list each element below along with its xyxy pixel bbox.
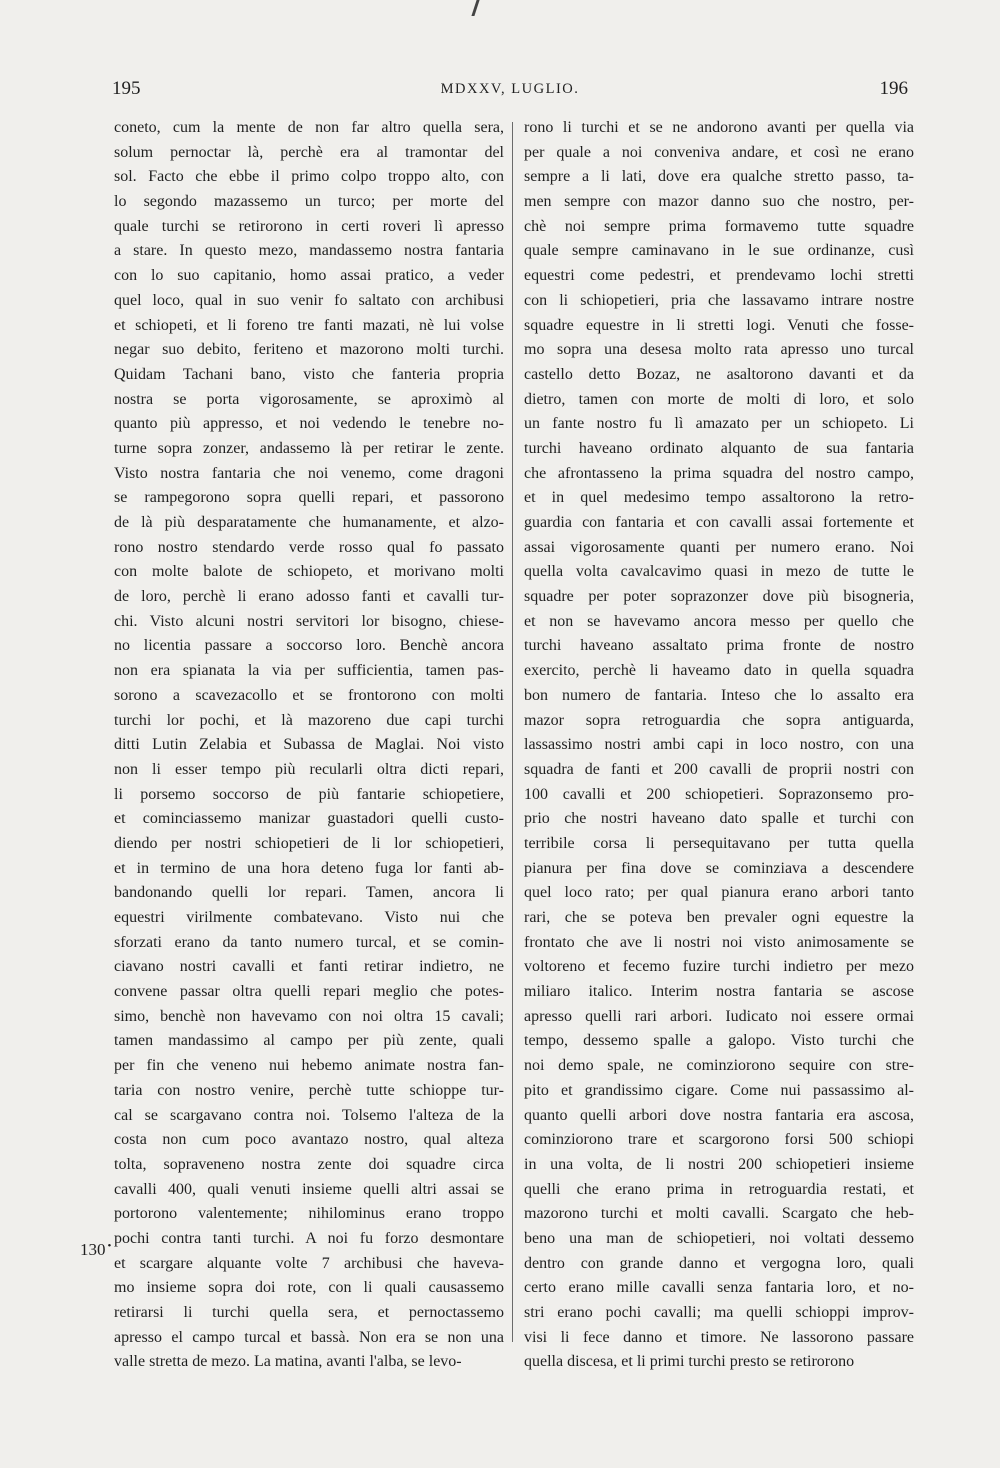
text-line: li porsemo soccorso de più fantarie schiopetiere, <box>114 785 504 803</box>
text-line: et non se havevamo ancora messo per quello che <box>524 612 914 630</box>
text-line: quanto più appresso, et noi vedendo le tenebre no- <box>114 415 504 433</box>
text-line: tempo, dessemo spalle a galopo. Visto turchi che <box>524 1032 914 1050</box>
text-line: lassassimo nostri ambi capi in loco nostro, con una <box>524 736 914 754</box>
text-line: quel loco rato; per qual pianura erano arbori tanto <box>524 884 914 902</box>
text-line: sempre a li lati, dove era qualche stretto passo, ta- <box>524 168 914 186</box>
text-line: no licentia passare a soccorso loro. Benchè ancora <box>114 637 504 655</box>
text-line: terribile corsa li persequitavano per tutta quella <box>524 834 914 852</box>
left-text-column <box>114 116 504 1375</box>
text-line: negar suo debito, feriteno et mazorono molti turchi. <box>114 341 504 359</box>
text-line: sforzati erano da tanto numero turcal, et se comin- <box>114 933 504 951</box>
text-line: quelli che erano prima in retroguardia restati, et <box>524 1180 914 1198</box>
text-line: castello detto Bozaz, ne asaltorono davanti et da <box>524 365 914 383</box>
text-line: guardia con fantaria et con cavalli assai fortemente et <box>524 514 914 531</box>
text-line: stri erano pochi cavalli; ma quelli schioppi improv- <box>524 1304 914 1321</box>
text-line: men sempre con mazor danno suo che nostro, per- <box>524 193 914 211</box>
running-header <box>112 78 908 104</box>
text-line: cominziorono trare et scargorono forsi 500 schiopi <box>524 1131 914 1149</box>
text-line: prio che nostri haveano dato spalle et turchi con <box>524 810 914 828</box>
text-line: 100 cavalli et 200 schiopetieri. Soprazonsemo pro- <box>524 785 914 803</box>
text-line: exercito, perchè li haveamo dato in quella squadra <box>524 662 914 680</box>
text-line: nostra se porta vigorosamente, se aproximò al <box>114 390 504 408</box>
margin-line-number <box>80 1240 111 1260</box>
text-line: certo erano mille cavalli senza fantaria loro, et no- <box>524 1279 914 1297</box>
text-line: non era spianata la via per sufficientia, tamen pas- <box>114 662 504 680</box>
text-line: per fin che veneno nui hebemo animate nostra fan- <box>114 1057 504 1075</box>
text-line: solum pernoctar là, perchè era al tramontar del <box>114 143 504 161</box>
text-line: quella discesa, et li primi turchi presto se retirorono <box>524 1353 855 1371</box>
text-line: dentro con grande danno et vergogna loro, quali <box>524 1254 914 1272</box>
text-line: de là più desparatamente che humanamente, et alzo- <box>114 514 504 531</box>
margin-number-value: 130 <box>80 1240 106 1259</box>
text-line: in una volta, de li nostri 200 schiopetieri insieme <box>524 1155 914 1173</box>
text-line: con li schiopetieri, pria che lassavamo intrare nostre <box>524 291 914 309</box>
text-line: per quale a noi conveniva andare, et così ne erano <box>524 143 914 161</box>
text-line: voltoreno et fecemo fuzire turchi indietro per mezo <box>524 958 914 976</box>
text-line: equestri virilmente combatevano. Visto nui che <box>114 909 504 926</box>
text-line: ciavano nostri cavalli et fanti retirar indietro, ne <box>114 958 504 976</box>
text-line: simo, benchè non havevamo con noi oltra 15 cavali; <box>114 1007 504 1025</box>
text-line: mo sopra una desesa molto rata apresso uno turcal <box>524 341 914 359</box>
text-line: mo insieme sopra doi rote, con li quali causassemo <box>114 1279 504 1297</box>
text-line: squadre per poter soprazonzer dove più bisogneria, <box>524 588 914 606</box>
text-line: cal se scargavano contra noi. Tolsemo l'alteza de la <box>114 1106 504 1124</box>
text-line: assai vigorosamente quanti per numero erano. Noi <box>524 538 914 556</box>
text-line: et in termino de una hora deteno fuga lor fanti ab- <box>114 859 504 877</box>
text-line: se rampegorono sopra quelli repari, et passorono <box>114 489 504 507</box>
text-line: quel loco, qual in suo venir fo saltato con archibusi <box>114 291 504 309</box>
text-line: cavalli 400, quali venuti insieme quelli altri assai se <box>114 1180 504 1198</box>
text-line: rono li turchi et se ne andorono avanti per quella via <box>524 119 914 136</box>
text-line: pianura per fina dove se cominziava a descendere <box>524 859 914 877</box>
text-line: un fante nostro fu lì amazato per un schiopeto. Li <box>524 415 914 433</box>
text-line: tamen mandassimo al campo per più zente, quali <box>114 1032 504 1050</box>
text-line: apresso el campo turcal et bassà. Non era se non una <box>114 1328 504 1346</box>
text-line: diendo per nostri schiopetieri de li lor schiopetieri, <box>114 834 504 852</box>
right-page-number: 196 <box>879 78 908 99</box>
text-line: quale turchi se retirorono in certi roveri lì apresso <box>114 217 504 235</box>
text-line: a stare. In questo mezo, mandassemo nostra fantaria <box>114 242 504 260</box>
right-text-column <box>524 116 914 1375</box>
text-line: pochi contra tanti turchi. A noi fu forzo desmontare <box>114 1229 504 1247</box>
text-line: con lo suo capitanio, homo assai pratico, a veder <box>114 267 504 285</box>
text-line: et scargare alquante volte 7 archibusi che haveva- <box>114 1254 504 1272</box>
text-line: ditti Lutin Zelabia et Subassa de Maglai. Noi visto <box>114 736 504 754</box>
text-line: mazor sopra retroguardia che sopra antiguarda, <box>524 711 914 729</box>
text-line: convene passar oltra quelli repari meglio che potes- <box>114 983 504 1001</box>
text-line: coneto, cum la mente de non far altro quella sera, <box>114 119 504 136</box>
text-line: visi li fece danno et timore. Ne lassorono passare <box>524 1328 914 1346</box>
text-line: mazorono turchi et molti cavalli. Scargato che heb- <box>524 1205 914 1223</box>
text-line: turchi haveano ordinato alquanto de sua fantaria <box>524 439 914 457</box>
text-line: portorono valentemente; nihilominus erano troppo <box>114 1205 504 1223</box>
text-line: chè noi sempre prima formavemo tutte squadre <box>524 217 914 235</box>
running-title: MDXXV, LUGLIO. <box>440 81 580 97</box>
text-line: lo segondo mazassemo un turco; per morte del <box>114 193 504 211</box>
text-line: squadre equestre in li stretti logi. Venuti che fosse- <box>524 316 914 334</box>
left-page-number: 195 <box>112 78 141 99</box>
text-line: rono nostro stendardo verde rosso qual fo passato <box>114 538 504 556</box>
text-line: squadra de fanti et 200 cavalli de proprii nostri con <box>524 760 914 778</box>
text-line: miliaro italico. Interim nostra fantaria se ascose <box>524 983 914 1001</box>
text-line: equestri come pedestri, et prendevamo lochi stretti <box>524 267 914 285</box>
text-line: et schiopeti, et li foreno tre fanti mazati, nè lui volse <box>114 316 504 334</box>
text-line: quale sempre caminavano in le sue ordinanze, cusì <box>524 242 914 260</box>
text-line: tolta, sopraveneno nostra zente doi squadre circa <box>114 1155 504 1173</box>
text-line: sol. Facto che ebbe il primo colpo troppo alto, con <box>114 168 504 186</box>
text-line: quanto quelli arbori dove nostra fantaria era ascosa, <box>524 1106 914 1124</box>
text-line: turchi lor pochi, et là mazoreno due capi turchi <box>114 711 504 729</box>
text-line: retirarsi li turchi quella sera, et pernoctassemo <box>114 1304 504 1321</box>
text-line: de loro, perchè li erano adosso fanti et cavalli tur- <box>114 588 504 606</box>
margin-number-mark: • <box>107 1240 112 1252</box>
text-line: che afrontasseno la prima squadra del nostro campo, <box>524 464 914 482</box>
column-divider <box>512 122 513 1342</box>
text-line: pito et grandissimo cigare. Come nui passassimo al- <box>524 1081 914 1099</box>
text-line: bon numero de fantaria. Inteso che lo assalto era <box>524 686 914 704</box>
text-line: et cominciassemo manizar guastadori quelli custo- <box>114 810 504 828</box>
text-line: apresso quelli rari arbori. Iudicato noi essere ormai <box>524 1007 914 1025</box>
text-line: beno una man de schiopetieri, noi voltati dessemo <box>524 1229 914 1247</box>
text-line: noi demo spale, ne cominziorono sequire con stre- <box>524 1057 914 1075</box>
text-line: chi. Visto alcuni nostri servitori lor bisogno, chiese- <box>114 612 504 630</box>
margin-tick-mark <box>471 0 479 16</box>
text-line: con molte balote de schiopeto, et morivano molti <box>114 563 504 581</box>
text-line: Visto nostra fantaria che noi venemo, come dragoni <box>114 464 504 482</box>
text-line: valle stretta de mezo. La matina, avanti l'alba, se levo- <box>114 1353 462 1371</box>
text-line: non li esser tempo più recularli oltra dicti repari, <box>114 760 504 778</box>
text-line: turne sopra zonzer, andassemo là per retirar le zente. <box>114 439 504 457</box>
text-line: taria con nostro venire, perchè tutte schioppe tur- <box>114 1081 504 1099</box>
text-line: dietro, tamen con morte de molti di loro, et solo <box>524 390 914 408</box>
text-line: quella volta cavalcavimo quasi in mezo de tutte le <box>524 563 914 581</box>
text-line: costa non cum poco avantazo nostro, qual alteza <box>114 1131 504 1149</box>
text-line: sorono a scavezacollo et se frontorono con molti <box>114 686 504 704</box>
text-line: bandonando quelli lor repari. Tamen, ancora li <box>114 884 504 902</box>
text-line: turchi haveano assaltato prima fronte de nostro <box>524 637 914 655</box>
text-line: rari, che se poteva ben prevaler ogni equestre la <box>524 909 914 926</box>
text-line: et in quel medesimo tempo assaltorono la retro- <box>524 489 914 507</box>
text-line: Quidam Tachani bano, visto che fanteria propria <box>114 365 504 383</box>
text-line: frontato che ave li nostri noi visto animosamente se <box>524 933 914 951</box>
